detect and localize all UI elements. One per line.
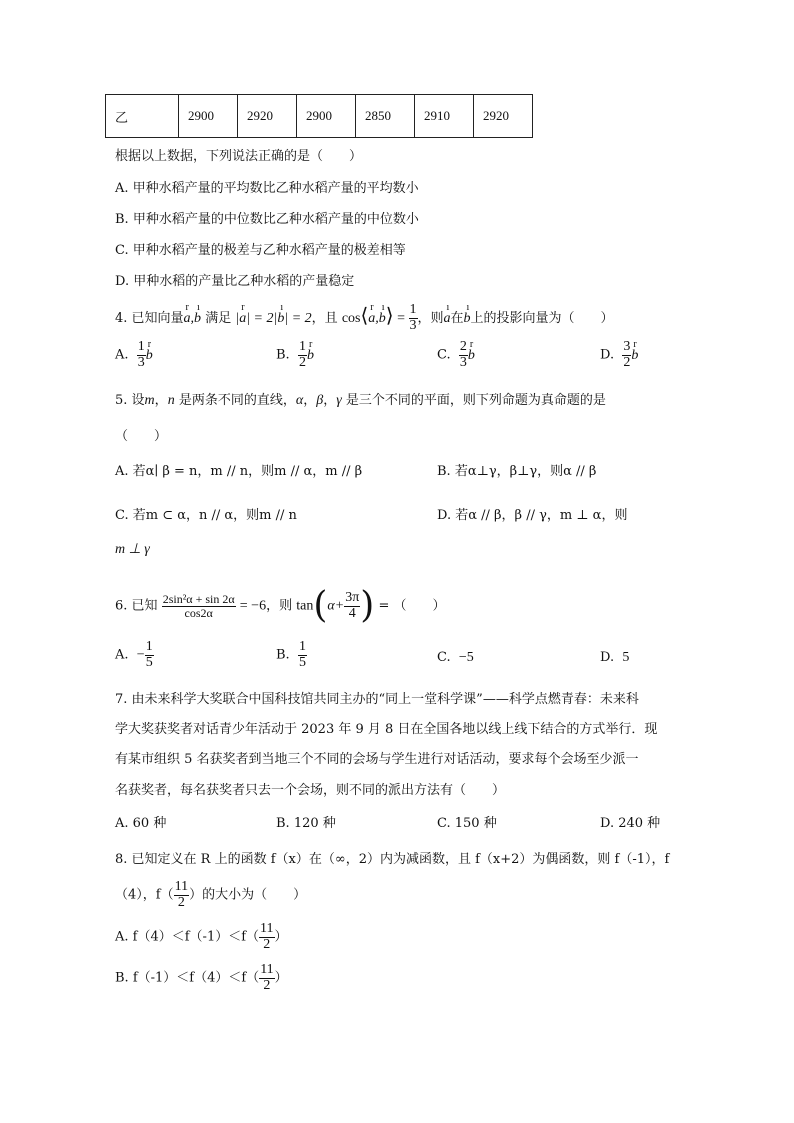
q7-option-d: D. 240 种: [600, 816, 661, 831]
table-row: [106, 95, 533, 138]
q8-option-b: B. f（-1）＜f（4）＜f（ $\frac{11}{2}$ ）: [115, 962, 288, 993]
yield-table: [105, 94, 533, 138]
q5-stem: 5. 设m，n 是两条不同的直线，α，β，γ 是三个不同的平面，则下列命题为真命题的是: [115, 393, 606, 408]
table-cell: 2850: [356, 95, 415, 138]
table-cell: 2910: [415, 95, 474, 138]
q5-option-b: B. 若α⊥γ，β⊥γ，则α // β: [437, 464, 597, 479]
q5-stem-paren: （ ）: [115, 429, 168, 444]
table-cell: 2920: [238, 95, 297, 138]
q6-stem: 6. 已知 $\frac{\text{2sin²α + sin 2α}}{\cos 2\alpha}$ = −6，则 tan(α+ $\frac{3\pi}{4}$ ) = （ ）: [115, 585, 446, 626]
q4-option-b: B. $\frac{1}{2}$ r b: [276, 340, 314, 370]
q8-option-a: A. f（4）＜f（-1）＜f（ $\frac{11}{2}$ ）: [115, 921, 288, 952]
q5-option-c: C. 若m ⊂ α，n // α，则m // n: [115, 508, 297, 523]
q5-option-d: D. 若α // β，β // γ，m ⊥ α，则: [437, 508, 628, 523]
q3-option-c: C. 甲种水稻产量的极差与乙种水稻产量的极差相等: [115, 243, 406, 258]
q3-option-b: B. 甲种水稻产量的中位数比乙种水稻产量的中位数小: [115, 212, 419, 227]
q6-option-d: D. 5: [600, 650, 630, 665]
q3-stem: 根据以上数据，下列说法正确的是（ ）: [115, 149, 363, 164]
table-cell: 2900: [179, 95, 238, 138]
q7-line-4: 名获奖者，每名获奖者只去一个会场，则不同的派出方法有（ ）: [115, 783, 506, 798]
q8-line-1: 8. 已知定义在 R 上的函数 f（x）在（∞，2）内为减函数，且 f（x+2）为偶函数，则 f（-1），f: [115, 852, 670, 867]
q7-line-2: 学大奖获奖者对话青少年活动于 2023 年 9 月 8 日在全国各地以线上线下结合的方式举行．现: [115, 722, 658, 737]
q5-option-d-cont: m ⊥ γ: [115, 542, 150, 557]
row-label: 乙: [106, 95, 179, 138]
q6-option-b: B. $\frac{1}{5}$: [276, 639, 306, 670]
q7-option-b: B. 120 种: [276, 816, 336, 831]
q5-option-a: A. 若α∣ β = n，m // n，则m // α，m // β: [115, 464, 363, 479]
q4-option-c: C. $\frac{2}{3}$ r b: [437, 340, 475, 370]
q4-option-d: D. $\frac{3}{2}$ r b: [600, 340, 638, 370]
q7-option-c: C. 150 种: [437, 816, 497, 831]
table-cell: 2900: [297, 95, 356, 138]
q3-option-d: D. 甲种水稻的产量比乙种水稻的产量稳定: [115, 274, 355, 289]
q4-stem: 4. 已知向量r a,ı b 满足 |r a| = 2|ı b| = 2，且 cos⟨r a,ı b⟩ = $\frac{1}{3}$ ，则ı a在ı b上的投影向量为（ ）: [115, 303, 614, 334]
table-cell: 2920: [474, 95, 533, 138]
q6-option-c: C. −5: [437, 650, 474, 665]
q7-option-a: A. 60 种: [115, 816, 167, 831]
q4-option-a: A. $\frac{1}{3}$ r b: [115, 340, 153, 370]
q8-line-2: （4），f（ $\frac{11}{2}$ ）的大小为（ ）: [115, 879, 307, 910]
q3-option-a: A. 甲种水稻产量的平均数比乙种水稻产量的平均数小: [115, 181, 419, 196]
q7-line-1: 7. 由未来科学大奖联合中国科技馆共同主办的“同上一堂科学课”——科学点燃青春：未来科: [115, 692, 639, 707]
q7-line-3: 有某市组织 5 名获奖者到当地三个不同的会场与学生进行对话活动，要求每个会场至少派一: [115, 752, 639, 767]
q6-option-a: A. − $\frac{1}{5}$: [115, 639, 153, 670]
